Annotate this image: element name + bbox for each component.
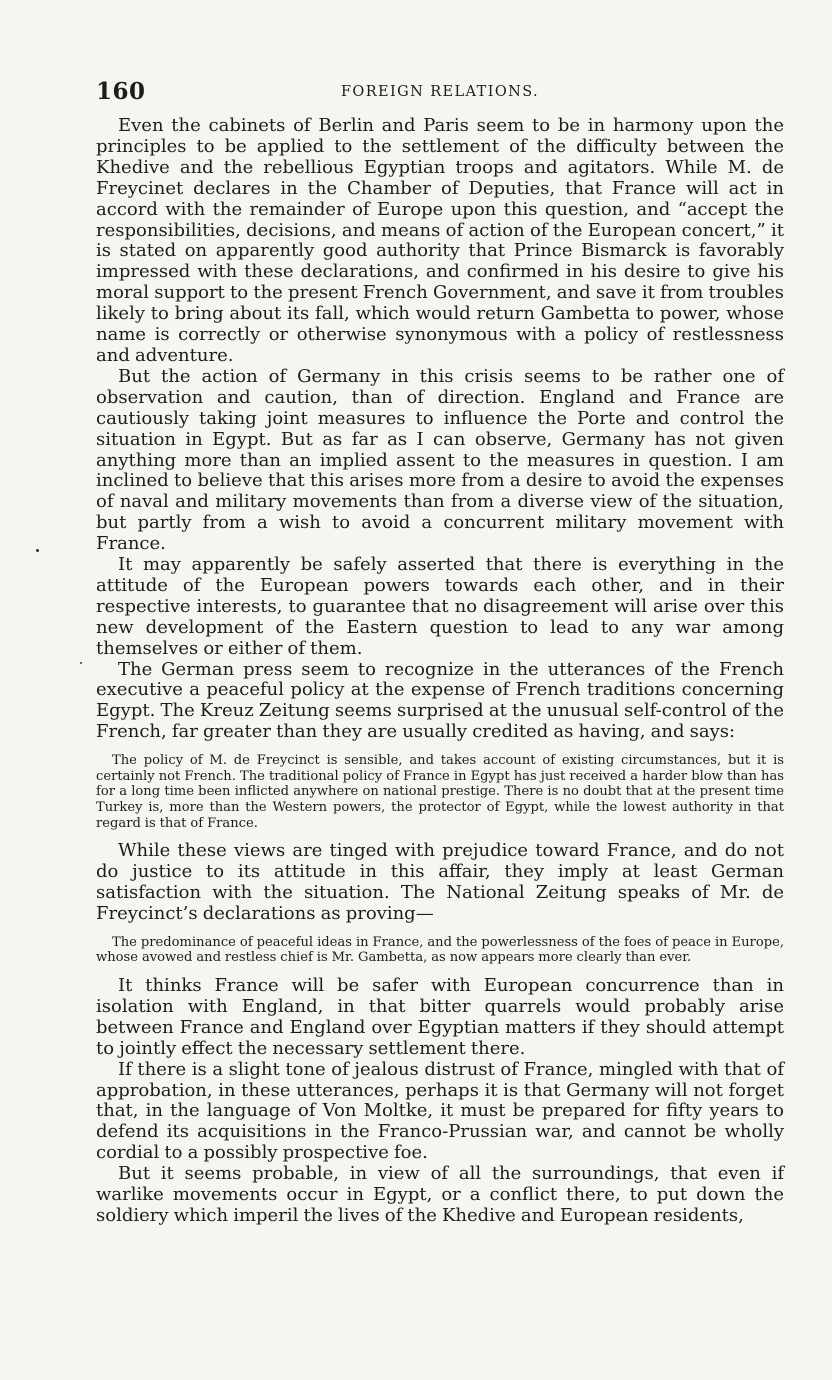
page-header [96,78,784,108]
paragraph-3: It may apparently be safely asserted that there is everything in the attitude of the European powers towards each other, and in their respective interests, to guarantee that no disagreement will arise over this new development of the Eastern question to lead to any war among themselves or either of them. [96,554,784,659]
paragraph-4: The German press seem to recognize in the utterances of the French executive a peaceful policy at the expense of French traditions concerning Egypt. The Kreuz Zeitung seems surprised at the unusual self-control of the French, far greater than they are usually credited as having, and says: [96,658,784,743]
paragraph-1: Even the cabinets of Berlin and Paris seem to be in harmony upon the principles to be applied to the settlement of the difficulty between the Khedive and the rebellious Egyptian troops and agitators. While M. de Freycinet declares in the Chamber of Deputies, that France will act in accord with the remainder of Europe upon this question, and “accept the responsibilities, decisions, and means of action of the European concert,” it is stated on apparently good authority that Prince Bismarck is favorably impressed with these declarations, and confirmed in his desire to give his moral support to the present French Government, and save it from troubles likely to bring about its fall, which would return Gambetta to power, whose name is correctly or otherwise synonymous with a policy of restlessness and adventure. [96,115,784,366]
ink-speck [80,662,82,664]
block-quote-national-zeitung: The predominance of peaceful ideas in France, and the powerlessness of the foes of peace in Europe, whose avowed and restless chief is Mr. Gambetta, as now appears more clearly than ever. [96,934,784,966]
running-head: FOREIGN RELATIONS. [340,84,540,100]
paragraph-2: But the action of Germany in this crisis seems to be rather one of observation and caution, than of direction. England and France are cautiously taking joint measures to influence the Porte and control the situation in Egypt. But as far as I can observe, Germany has not given anything more than an implied assent to the measures in question. I am inclined to believe that this arises more from a desire to avoid the expenses of naval and military movements than from a diverse view of the situation, but partly from a wish to avoid a concurrent military movement with France. [96,365,784,555]
page-number: 160 [96,78,146,105]
paragraph-7: If there is a slight tone of jealous distrust of France, mingled with that of approbation, in these utterances, perhaps it is that Germany will not forget that, in the language of Von Moltke, it must be prepared for fifty years to defend its acquisitions in the Franco-Prussian war, and cannot be wholly cordial to a possibly prospective foe. [96,1058,784,1164]
paragraph-8: But it seems probable, in view of all the surroundings, that even if warlike movements occur in Egypt, or a conflict there, to put down the soldiery which imperil the lives of the Khedive and European residents, [96,1163,784,1226]
block-quote-kreuz-zeitung: The policy of M. de Freycinct is sensible, and takes account of existing circumstances, but it is certainly not French. The traditional policy of France in Egypt has just received a harder blow than has for a long time been inflicted anywhere on national prestige. There is no doubt that at the present time Turkey is, more than the Western powers, the protector of Egypt, while the lowest authority in that regard is that of France. [96,753,784,831]
paragraph-5: While these views are tinged with prejudice toward France, and do not do justice to its attitude in this affair, they imply at least German satisfaction with the situation. The National Zeitung speaks of Mr. de Freycinct’s declarations as proving— [96,840,784,924]
ink-speck [36,549,39,552]
paragraph-6: It thinks France will be safer with European concurrence than in isolation with England, in that bitter quarrels would probably arise between France and England over Egyptian matters if they should attempt to jointly effect the necessary settlement there. [96,974,784,1059]
document-page [96,78,784,1227]
